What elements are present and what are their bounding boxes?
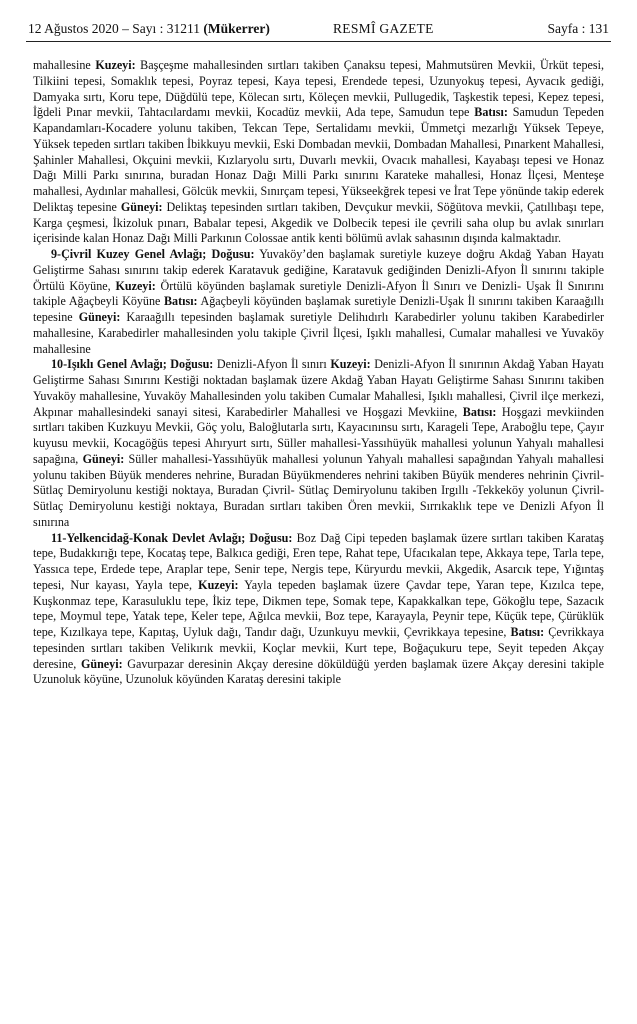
bold-heading-run: 9-Çivril Kuzey Genel Avlağı; Doğusu: [51, 247, 255, 261]
bold-heading-run: Güneyi: [120, 199, 163, 214]
header-divider [26, 41, 611, 42]
bold-heading-run: Güneyi: [82, 451, 125, 466]
text-run: Samudun Tepeden Kapandamları-Kocadere yolunu takiben, Tekcan Tepe, Sertalidamı mevkii, Ümmetçi mezarlığı Yüksek Tepeye, Yüksek tepeden sırtları takiben İbikkuyu mevkii, Eski Dombadan mevkii, Dombadan Mahallesi, Pınarkent Mahallesi, Şahinler Mahallesi, Okçuini mevkii, Kızlaryolu sırtı, Duvarlı mevkii, Ovacık mahallesi, Kayabaşı tepesi ve Honaz Dağı Milli Parkı sınırına, buradan Honaz Dağı Milli Parkı sınırını Karateke mahallesi, Honaz İlçesi, Menteşe mahallesi, Aydınlar mahallesi, Gölcük mevkii, Sınırçam tepesi, Yükseekğrek tepesi ve İrat Tepe yönünde takip ederek Deliktaş tepesine [33, 105, 604, 214]
text-run: Denizli-Afyon İl sınırı [213, 357, 331, 372]
text-run: Örtülü köyünden başlamak suretiyle Denizli-Afyon İl Sınırı ve Denizli- Uşak İl Sınırını takiple Ağaçbeyli Köyüne [33, 278, 604, 309]
bold-heading-run: Kuzeyi: [198, 577, 239, 592]
issue-date: 12 Ağustos 2020 – Sayı : 31211 [28, 21, 201, 36]
body-paragraph [33, 531, 604, 689]
edition-label: (Mükerrer) [203, 21, 270, 36]
text-run: Yuvaköy’den başlamak suretiyle kuzeye doğru Akdağ Yaban Hayatı Geliştirme Sahası sınırını takip ederek Karatavuk gediğine, Karatavuk gediğinden Denizli-Afyon İl sınırını takiple Örtülü Köyüne, [33, 247, 604, 293]
bold-heading-run: Batısı: [462, 404, 497, 419]
text-run: Başçeşme mahallesinden sırtları takiben Çanaksu tepesi, Mahmutsüren Mevkii, Ürküt tepesi, Tilkiini tepesi, Somaklık tepesi, Poyraz tepesi, Kaya tepesi, Erendede tepesi, Uzunyokuş tepesi, Ayvacık gediği, Damyaka sırtı, Koru tepe, Düğdülü tepe, Kölecan sırtı, Köleçen mevkii, Pullugedik, Taşkestik tepesi, Kepez tepesi, İğdeli Pınar mevkii, Tahtacılardamı mevkii, Kocadüz mevkii, Ada tepe, Samudun tepe [33, 58, 604, 120]
issue-info [28, 20, 270, 38]
text-run: Hoşgazi mevkiinden sırtları takiben Kuzkuyu Mevkii, Göç yolu, Baloğlutarla sırtı, Kayacınınsu sırtı, Karageli Tepe, Araboğlu tepe, Çayır kuyusu mevkii, Kocagöğüs tepesi Ahıryurt sırtı, Süller mahallesi-Yassıhüyük mahallesi yolunun Yahyalı mahallesi sapağına, [33, 404, 604, 466]
text-run: Çevrikkaya tepesinden sırtları takiben Velikırık mevkii, Koçlar mevkii, Kurt tepe, Boğaçukuru tepe, Seyit tepeden Akçay deresine, [33, 625, 604, 671]
text-run: mahallesine [33, 58, 96, 72]
text-run: Yayla tepeden başlamak üzere Çavdar tepe, Yaran tepe, Kızılca tepe, Kuşkonmaz tepe, Karasuluklu tepe, İkiz tepe, Dikmen tepe, Somak tepe, Kapakkalkan tepe, Gökoğlu tepe, Sazacık tepe, Moymul tepe, Yatak tepe, Keler tepe, Ağılca mevkii, Boz tepe, Karayayla, Peynir tepe, Küçük tepe, Çürüklük tepe, Kızılkaya tepe, Kapıtaş, Uyluk dağı, Tandır dağı, Uzunkuyu mevkii, Çevrikkaya tepesine, [33, 577, 605, 639]
text-run: Deliktaş tepesinden sırtları takiben, Devçukur mevkii, Söğütova mevkii, Çatıllıbaşı tepe, Karga çeşmesi, İkizoluk pınarı, Babalar tepesi, Akgedik ve Dolbecik tepesi ile çevrili saha olup bu avlak sınırları içerisinde kalan Honaz Dağı Milli Parkının Colossae antik kenti bölümü avlak sahasının dışında kalmaktadır. [33, 199, 605, 246]
text-run: Süller mahallesi-Yassıhüyük mahallesi yolunun Yahyalı mahallesi sapağından Yahyalı mahallesi yolunu takiben Büyük menderes nehrine, Buradan Büyükmenderes nehrini takiben Büyük menderes nehrinin Çivril- Sütlaç Demiryolunu kestiği noktaya, Buradan Çivril- Sütlaç Demiryolunu takiben Irgıllı -Tekkeköy yolunun Çivril- Sütlaç Demiryolunu kestiği noktaya, Buradan sırtları takiben Ören mevkii, Sırrıkaklık tepe ve Denizli Afyon İl sınırına [33, 451, 604, 529]
page-number: Sayfa : 131 [547, 21, 609, 36]
page-header [28, 18, 609, 40]
bold-heading-run: Batısı: [510, 625, 545, 639]
text-run: Gavurpazar deresinin Akçay deresine döküldüğü yerden başlamak üzere Akçay deresini takiple Uzunoluk köyüne, Uzunoluk köyünden Karataş deresini takiple [33, 656, 605, 687]
bold-heading-run: Batısı: [474, 105, 508, 120]
text-run: Karaağıllı tepesinden başlamak suretiyle Delihıdırlı Karabedirler yolunu takiben Karabedirler mahallesine, Karabedirler mahallesinden yolu takiple Çivril İlçesi, Işıklı mahallesi, Cumalar mahallesi ve Yuvaköy mahallesine [33, 310, 604, 356]
body-paragraph [33, 58, 604, 247]
text-run: Boz Dağ Cipi tepeden başlamak üzere sırtları takiben Karataş tepe, Budakkırığı tepe, Kocataş tepe, Balkıca gediği, Eren tepe, Rahat tepe, Ufacıkalan tepe, Akkaya tepe, Tarla tepe, Yassıca tepe, Erdede tepe, Araplar tepe, Senir tepe, Nergis tepe, Küryurdu mevkii, Akgedik, Asarcık tepe, Yığıntaş tepesi, Nur kayası, Yayla tepe, [33, 530, 604, 592]
document-body [33, 58, 604, 688]
body-paragraph [33, 247, 604, 357]
text-run: Denizli-Afyon İl sınırının Akdağ Yaban Hayatı Geliştirme Sahası Sınırını Kestiği noktadan başlamak üzere Akdağ Yaban Hayatı Geliştirme Sahası Sınırını takiben Yuvaköy mahallesine, Yuvaköy Mahallesinden yolu takiben Cumalar Mahallesi, Işıklı mahallesi, Çivril ilçe merkezi, Akpınar mahallesindeki sanayi sitesi, Karabedirler Mahallesi ve Hoşgazi Mevkiine, [33, 357, 604, 419]
bold-heading-run: Güneyi: [80, 656, 123, 671]
gazette-title: RESMÎ GAZETE [333, 21, 434, 36]
bold-heading-run: 10-Işıklı Genel Avlağı; Doğusu: [51, 357, 214, 372]
bold-heading-run: Kuzeyi: [115, 278, 156, 293]
bold-heading-run: Güneyi: [78, 310, 121, 324]
bold-heading-run: Kuzeyi: [330, 357, 371, 372]
bold-heading-run: 11-Yelkencidağ-Konak Devlet Avlağı; Doğusu: [51, 530, 293, 545]
bold-heading-run: Batısı: [163, 294, 198, 309]
body-paragraph [33, 357, 604, 530]
text-run: Ağaçbeyli köyünden başlamak suretiyle Denizli-Uşak İl sınırını takiben Karaağıllı tepesine [33, 294, 604, 324]
bold-heading-run: Kuzeyi: [95, 58, 136, 72]
